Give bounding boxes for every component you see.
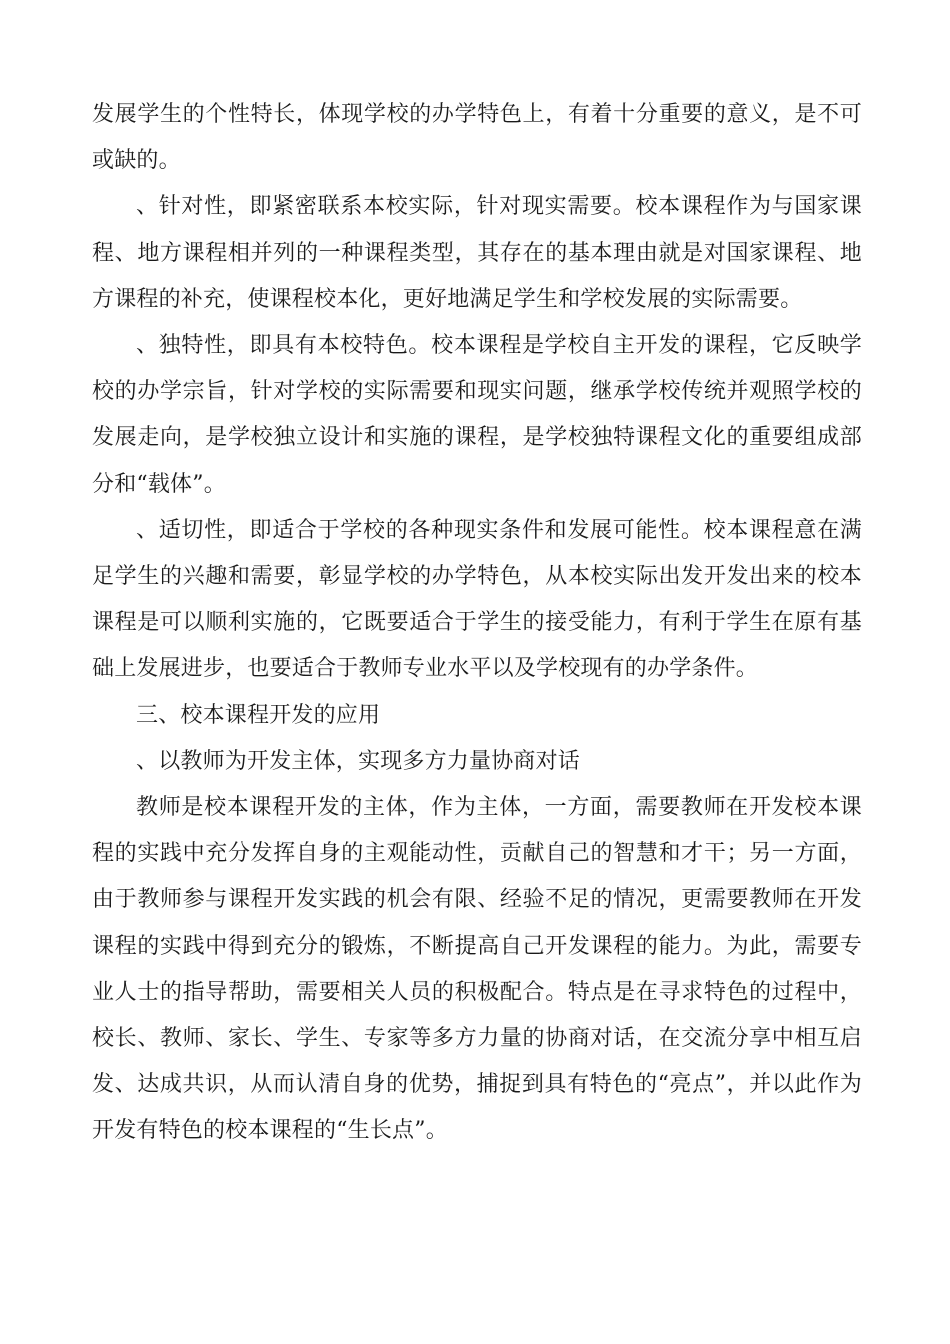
subsection-heading: 、以教师为开发主体，实现多方力量协商对话 xyxy=(136,748,581,774)
section-heading: 三、校本课程开发的应用 xyxy=(136,702,381,728)
paragraph-continuation: 发展学生的个性特长，体现学校的办学特色上，有着十分重要的意义，是不可或缺的。 xyxy=(92,102,862,174)
paragraph-teacher-subject: 教师是校本课程开发的主体，作为主体，一方面，需要教师在开发校本课程的实践中充分发挥自身的主观能动性，贡献自己的智慧和才干；另一方面，由于教师参与课程开发实践的机会有限、经验不足的情况，更需要教师在开发课程的实践中得到充分的锻炼，不断提高自己开发课程的能力。为此，需要专业人士的指导帮助，需要相关人员的积极配合。特点是在寻求特色的过程中，校长、教师、家长、学生、专家等多方力量的协商对话，在交流分享中相互启发、达成共识，从而认清自身的优势，捕捉到具有特色的“亮点”，并以此作为开发有特色的校本课程的“生长点”。 xyxy=(92,795,862,1144)
paragraph-relevance: 、针对性，即紧密联系本校实际，针对现实需要。校本课程作为与国家课程、地方课程相并列的一种课程类型，其存在的基本理由就是对国家课程、地方课程的补充，使课程校本化，更好地满足学生和学校发展的实际需要。 xyxy=(92,194,862,312)
paragraph-uniqueness: 、独特性，即具有本校特色。校本课程是学校自主开发的课程，它反映学校的办学宗旨，针对学校的实际需要和现实问题，继承学校传统并观照学校的发展走向，是学校独立设计和实施的课程，是学校独特课程文化的重要组成部分和“载体”。 xyxy=(92,333,862,497)
paragraph-suitability: 、适切性，即适合于学校的各种现实条件和发展可能性。校本课程意在满足学生的兴趣和需要，彰显学校的办学特色，从本校实际出发开发出来的校本课程是可以顺利实施的，它既要适合于学生的接受能力，有利于学生在原有基础上发展进步，也要适合于教师专业水平以及学校现有的办学条件。 xyxy=(92,517,862,682)
document-body xyxy=(92,92,862,1155)
